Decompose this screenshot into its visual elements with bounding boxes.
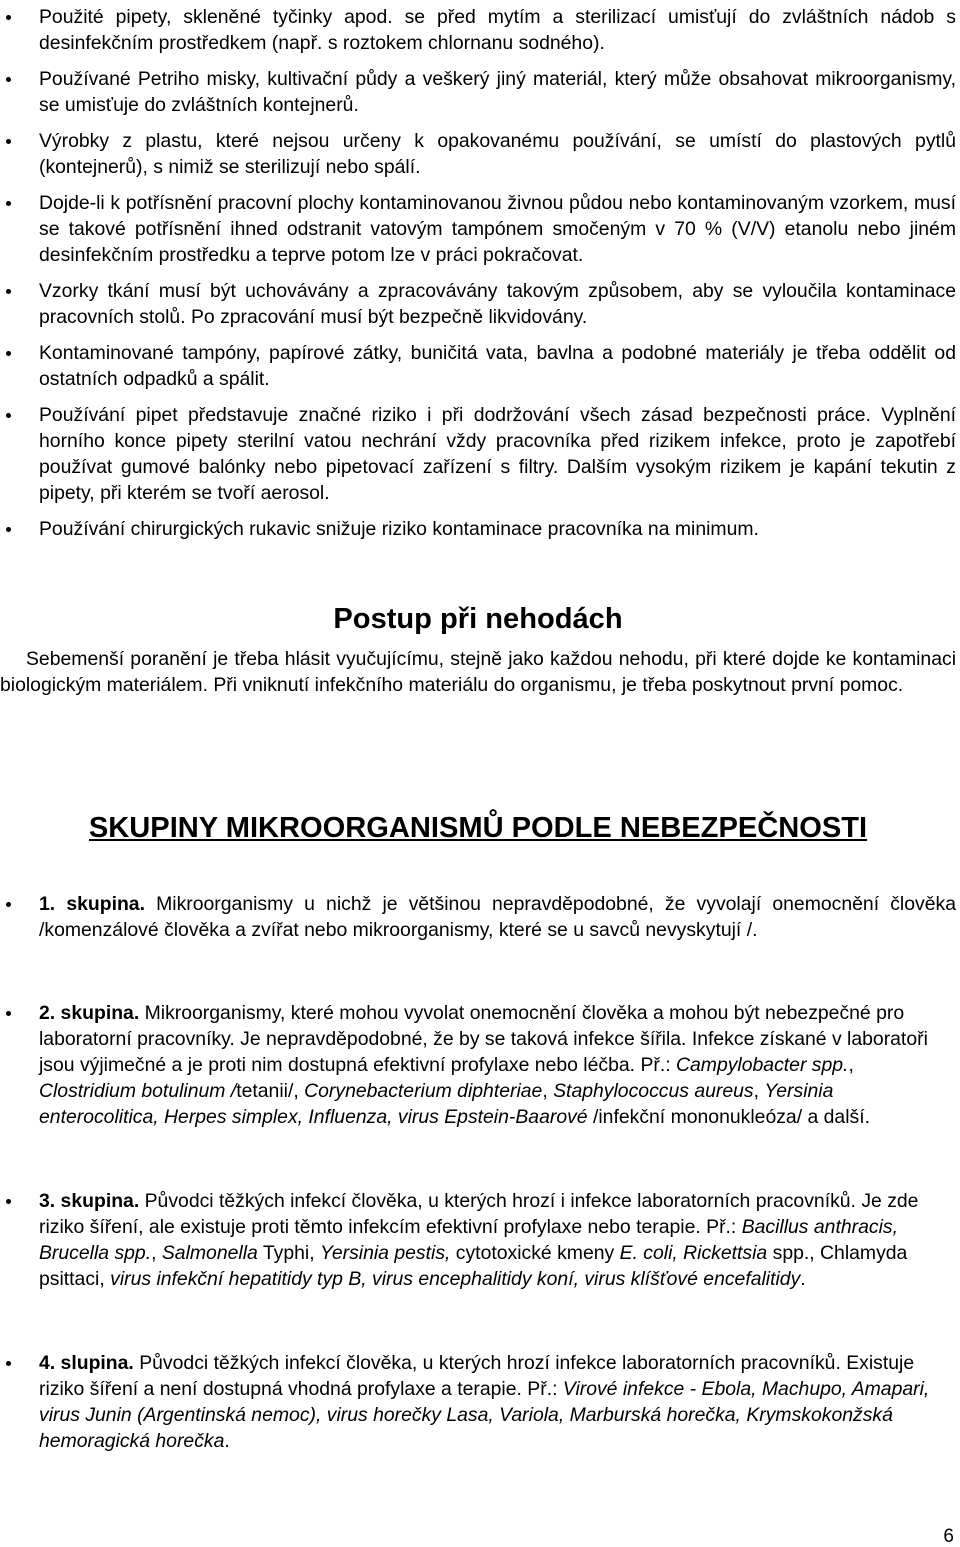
example-organism-note: tetanii bbox=[236, 1080, 288, 1102]
list-item: Dojde-li k potřísnění pracovní plochy kontaminovanou živnou půdou nebo kontaminovaným vzorkem, musí se takové potřísnění ihned odstranit vatovým tampónem smočeným v 70 % (V/V) etanolu nebo jiném desinfekčním prostředku a teprve potom lze v práci pokračovat. bbox=[0, 190, 956, 268]
group-description: Mikroorganismy, které mohou vyvolat onemocnění člověka a mohou být nebezpečné pro laboratorní pracovníky. Je nepravděpodobné, že by se taková infekce šířila. Infekce získané v laboratoři jsou výjimečné a je proti nim dostupná efektivní profylaxe nebo léčba. Př.: bbox=[39, 1002, 928, 1076]
section-heading-accidents: Postup při nehodách bbox=[333, 603, 623, 635]
list-item: Výrobky z plastu, které nejsou určeny k opakovanému používání, se umístí do plastových pytlů (kontejnerů), s nimiž se sterilizují nebo spálí. bbox=[0, 128, 956, 180]
group-label: 2. skupina. bbox=[39, 1002, 140, 1024]
group-2-list bbox=[0, 1000, 956, 1130]
group-item bbox=[0, 1000, 956, 1130]
group-description: Původci těžkých infekcí člověka, u kterých hrozí infekce laboratorních pracovníků. Existuje riziko šíření a není dostupná vhodná profylaxe a terapie. Př.: bbox=[39, 1352, 915, 1400]
group-label: 3. skupina. bbox=[39, 1190, 140, 1212]
group-description: Původci těžkých infekcí člověka, u kterých hrozí i infekce laboratorních pracovníků. Je zde riziko šíření, ale existuje proti těmto infekcím efektivní profylaxe nebo terapie. Př.: bbox=[39, 1190, 919, 1238]
group-tail: . bbox=[800, 1268, 806, 1290]
list-item: Používané Petriho misky, kultivační půdy a veškerý jiný materiál, který může obsahovat mikroorganismy, se umisťuje do zvláštních kontejnerů. bbox=[0, 66, 956, 118]
example-organism: Yersinia enterocolitica, Herpes simplex, Influenza, virus Epstein-Baarové bbox=[39, 1080, 834, 1128]
group-item bbox=[0, 1350, 956, 1454]
group-tail: /infekční mononukleóza/ a další. bbox=[587, 1106, 870, 1128]
example-organism: Corynebacterium diphteriae bbox=[304, 1080, 543, 1102]
group-tail: . bbox=[224, 1430, 230, 1452]
lab-rules-list bbox=[0, 4, 956, 552]
page-number: 6 bbox=[943, 1526, 954, 1547]
example-organism: virus infekční hepatitidy typ B, virus encephalitidy koní, virus klíšťové encefalitidy bbox=[110, 1268, 801, 1290]
separator: Typhi, bbox=[257, 1242, 320, 1264]
section-heading-groups: SKUPINY MIKROORGANISMŮ PODLE NEBEZPEČNOSTI bbox=[88, 812, 868, 844]
list-item: Kontaminované tampóny, papírové zátky, buničitá vata, bavlna a podobné materiály je třeba oddělit od ostatních odpadků a spálit. bbox=[0, 340, 956, 392]
example-organism: Campylobacter spp. bbox=[676, 1054, 849, 1076]
group-1-list bbox=[0, 891, 956, 943]
example-organism: Staphylococcus aureus bbox=[553, 1080, 754, 1102]
example-organism: Yersinia pestis, bbox=[319, 1242, 451, 1264]
list-item: Vzorky tkání musí být uchovávány a zpracovávány takovým způsobem, aby se vyloučila kontaminace pracovních stolů. Po zpracování musí být bezpečně likvidovány. bbox=[0, 278, 956, 330]
separator: , bbox=[151, 1242, 162, 1264]
separator: cytotoxické kmeny bbox=[450, 1242, 620, 1264]
accidents-paragraph: Sebemenší poranění je třeba hlásit vyučujícímu, stejně jako každou nehodu, při které dojde ke kontaminaci biologickým materiálem. Při vniknutí infekčního materiálu do organismu, je třeba poskytnout první pomoc. bbox=[0, 648, 956, 696]
separator: , bbox=[542, 1080, 554, 1102]
group-item bbox=[0, 1188, 956, 1292]
separator: spp., Chlamyda psittaci, bbox=[39, 1242, 908, 1290]
group-label: 4. slupina. bbox=[39, 1352, 134, 1374]
separator: , bbox=[753, 1080, 765, 1102]
group-label: 1. skupina. bbox=[39, 893, 145, 915]
separator: /, bbox=[287, 1080, 305, 1102]
group-item bbox=[0, 891, 956, 943]
group-description: Mikroorganismy u nichž je většinou nepravděpodobné, že vyvolají onemocnění člověka /komenzálové člověka a zvířat nebo mikroorganismy, které se u savců nevyskytují /. bbox=[39, 893, 956, 941]
group-4-list bbox=[0, 1350, 956, 1454]
separator: , bbox=[848, 1054, 854, 1076]
example-organism: Clostridium botulinum / bbox=[39, 1080, 237, 1102]
list-item: Použité pipety, skleněné tyčinky apod. se před mytím a sterilizací umisťují do zvláštních nádob s desinfekčním prostředkem (např. s roztokem chlornanu sodného). bbox=[0, 4, 956, 56]
example-organism: Salmonella bbox=[161, 1242, 258, 1264]
list-item: Používání pipet představuje značné riziko i při dodržování všech zásad bezpečnosti práce. Vyplnění horního konce pipety sterilní vatou nechrání vždy pracovníka před rizikem infekce, proto je zapotřebí používat gumové balónky nebo pipetovací zařízení s filtry. Dalším vysokým rizikem je kapání tekutin z pipety, při kterém se tvoří aerosol. bbox=[0, 402, 956, 506]
example-organism: Virové infekce - Ebola, Machupo, Amapari, virus Junin (Argentinská nemoc), virus horečky Lasa, Variola, Marburská horečka, Krymskokonžská hemoragická horečka bbox=[39, 1378, 930, 1452]
list-item: Používání chirurgických rukavic snižuje riziko kontaminace pracovníka na minimum. bbox=[0, 516, 956, 542]
example-organism: Bacillus anthracis, Brucella spp. bbox=[39, 1216, 898, 1264]
example-organism: E. coli, Rickettsia bbox=[619, 1242, 768, 1264]
group-3-list bbox=[0, 1188, 956, 1292]
